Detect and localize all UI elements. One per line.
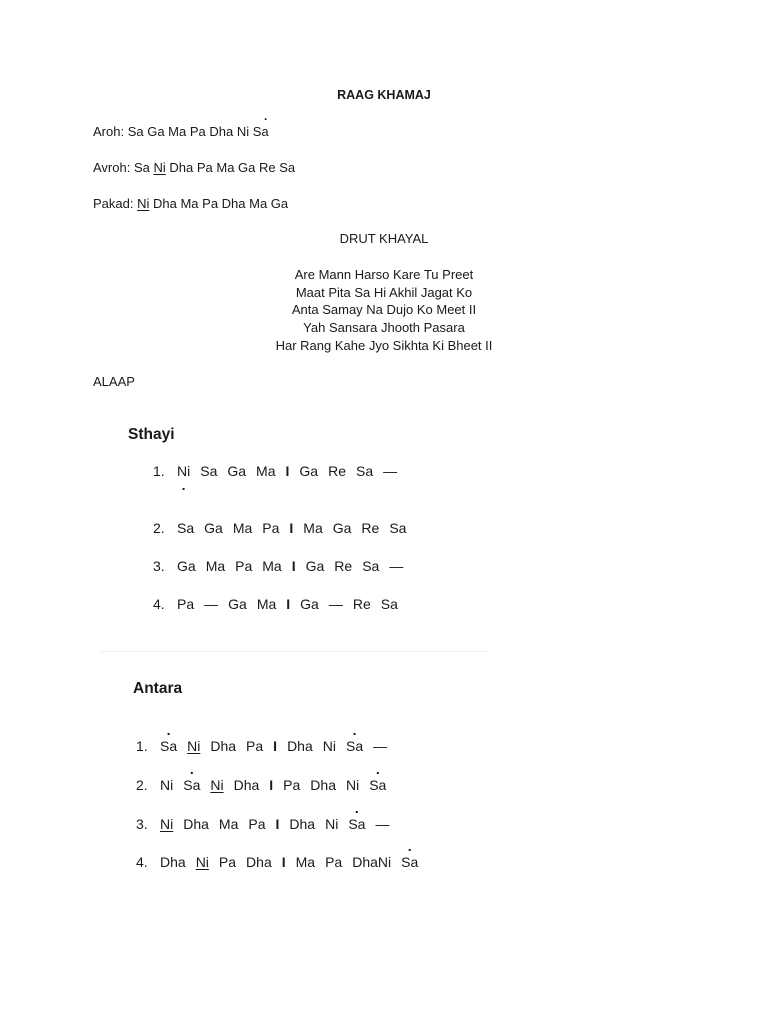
- row-number: 1.: [136, 738, 148, 754]
- swar-text: Ni: [322, 738, 336, 754]
- swar-note: [345, 722, 364, 754]
- swar-note: [306, 558, 325, 574]
- swar-text: Sa: [369, 777, 387, 793]
- avroh-notes: Dha Pa Ma Ga Re Sa: [169, 160, 296, 175]
- pakad-notes: Dha Ma Pa Dha Ma Ga: [153, 196, 289, 211]
- swar-text: Sa: [183, 777, 201, 793]
- swar-text: Ni: [325, 816, 339, 832]
- swar-text: Re: [352, 596, 371, 612]
- antara-heading: Antara: [133, 680, 183, 697]
- swar-note: [346, 777, 359, 793]
- drut-khayal-heading: DRUT KHAYAL: [339, 231, 429, 246]
- swar-note: [296, 854, 315, 870]
- swar-note: [334, 558, 352, 574]
- swar-text: Re: [334, 558, 353, 574]
- vibhag-separator: I: [273, 738, 278, 754]
- taar-saptak-dot: .: [189, 761, 194, 777]
- swar-text: Ni: [210, 777, 224, 793]
- swar-note: [177, 596, 194, 612]
- row-number: 4.: [136, 854, 148, 870]
- swar-note: [160, 722, 178, 754]
- row-number: 2.: [153, 520, 165, 536]
- swar-note: [352, 854, 391, 870]
- swar-note: [289, 816, 315, 832]
- swar-note: [361, 520, 379, 536]
- swar-text: Ma: [256, 596, 277, 612]
- swar-note: [246, 738, 263, 754]
- swar-note: [206, 558, 225, 574]
- swar-note: [177, 463, 191, 493]
- swar-text: Sa: [389, 520, 407, 536]
- swar-text: Sa: [348, 816, 366, 832]
- vibhag-separator: I: [289, 520, 294, 536]
- avroh-label: Avroh:: [93, 160, 131, 175]
- swar-text: Sa: [200, 463, 218, 479]
- swar-text: Pa: [218, 854, 237, 870]
- swar-note: [256, 463, 275, 479]
- taar-saptak-dot: .: [407, 838, 412, 854]
- swar-note: [262, 520, 279, 536]
- swar-text: Ni: [177, 463, 191, 479]
- swar-text: Ga: [177, 558, 196, 574]
- swar-text: Ma: [218, 816, 239, 832]
- taar-saptak-dot: .: [375, 761, 380, 777]
- swar-note: [389, 520, 406, 536]
- swar-note: [183, 816, 209, 832]
- notation-row: [136, 800, 399, 832]
- lyric-line: Har Rang Kahe Jyo Sikhta Ki Bheet II: [275, 338, 493, 353]
- swar-text: Ga: [228, 596, 247, 612]
- vibhag-separator: I: [291, 558, 296, 574]
- swar-text: Ni: [160, 816, 174, 832]
- swar-note: [362, 558, 379, 574]
- vibhag-separator: I: [269, 777, 274, 793]
- pakad-label: Pakad:: [93, 196, 134, 211]
- swar-note: [333, 520, 352, 536]
- lyric-line: Yah Sansara Jhooth Pasara: [303, 320, 465, 335]
- swar-note: [356, 463, 373, 479]
- swar-note: [389, 558, 403, 574]
- swar-text: Pa: [262, 520, 280, 536]
- avroh-line: [93, 160, 295, 175]
- swar-text: Pa: [235, 558, 253, 574]
- swar-note: [219, 854, 236, 870]
- swar-text: Ga: [204, 520, 223, 536]
- swar-note: [328, 463, 346, 479]
- notation-row: [153, 596, 408, 612]
- swar-text: Dha: [160, 854, 186, 870]
- swar-note: [160, 816, 173, 832]
- notation-row: [136, 722, 397, 754]
- swar-text: Pa: [283, 777, 301, 793]
- row-number: 3.: [153, 558, 165, 574]
- swar-note: [348, 800, 366, 832]
- swar-text: —: [204, 596, 219, 612]
- swar-text: Ma: [232, 520, 253, 536]
- swar-text: Dha: [310, 777, 336, 793]
- swar-text: Dha: [210, 738, 237, 754]
- swar-text: Dha: [233, 777, 260, 793]
- swar-note: [177, 520, 194, 536]
- aroh-label: Aroh:: [93, 124, 125, 139]
- swar-text: Sa: [362, 558, 380, 574]
- vibhag-separator: I: [281, 854, 286, 870]
- pakad-komal-ni: Ni: [137, 196, 150, 211]
- swar-note: [200, 463, 217, 479]
- swar-text: Dha: [183, 816, 209, 832]
- swar-text: Pa: [248, 816, 266, 832]
- swar-text: Ga: [300, 596, 319, 612]
- swar-text: Ga: [299, 463, 319, 479]
- swar-note: [234, 777, 260, 793]
- alaap-heading: ALAAP: [93, 374, 135, 389]
- swar-note: [325, 854, 342, 870]
- swar-text: —: [389, 558, 404, 574]
- swar-note: [310, 777, 336, 793]
- swar-note: [160, 777, 173, 793]
- swar-text: Ni: [187, 738, 201, 754]
- swar-note: [283, 777, 300, 793]
- notation-row: [153, 558, 413, 574]
- avroh-komal-ni: Ni: [153, 160, 166, 175]
- aroh-notes: Sa Ga Ma Pa Dha Ni Sa: [127, 124, 269, 139]
- swar-note: [204, 596, 218, 612]
- swar-note: [187, 738, 200, 754]
- swar-note: [287, 738, 313, 754]
- notation-row: [136, 838, 428, 870]
- swar-note: [160, 854, 186, 870]
- swar-note: [262, 558, 281, 574]
- swar-note: [257, 596, 276, 612]
- swar-note: [235, 558, 252, 574]
- row-number: 1.: [153, 463, 165, 479]
- swar-text: Ga: [332, 520, 352, 536]
- swar-note: [219, 816, 238, 832]
- mandra-saptak-dot: .: [181, 477, 186, 493]
- swar-text: Ma: [303, 520, 323, 536]
- lyric-line: Maat Pita Sa Hi Akhil Jagat Ko: [295, 285, 473, 300]
- swar-text: Pa: [325, 854, 343, 870]
- swar-text: Pa: [246, 738, 264, 754]
- avroh-sa: Sa: [133, 160, 150, 175]
- swar-text: Ni: [195, 854, 209, 870]
- notation-row: [153, 520, 416, 536]
- page-title: RAAG KHAMAJ: [337, 88, 431, 102]
- swar-note: [369, 761, 387, 793]
- swar-text: —: [328, 596, 343, 612]
- swar-note: [381, 596, 398, 612]
- swar-note: [246, 854, 272, 870]
- swar-text: Ma: [205, 558, 226, 574]
- swar-text: Ga: [227, 463, 247, 479]
- swar-text: Dha: [246, 854, 272, 870]
- taar-saptak-dot: .: [166, 722, 171, 738]
- swar-text: Ma: [295, 854, 316, 870]
- notation-row: [153, 463, 407, 493]
- swar-text: Re: [328, 463, 346, 479]
- swar-note: [210, 738, 236, 754]
- row-number: 4.: [153, 596, 165, 612]
- row-number: 2.: [136, 777, 148, 793]
- swar-note: [210, 777, 223, 793]
- section-divider: [100, 651, 490, 652]
- swar-note: [196, 854, 209, 870]
- swar-text: Pa: [177, 596, 195, 612]
- vibhag-separator: I: [285, 463, 290, 479]
- swar-text: —: [373, 738, 388, 754]
- row-number: 3.: [136, 816, 148, 832]
- aroh-line: [93, 124, 269, 139]
- swar-text: Dha: [287, 738, 313, 754]
- swar-note: [401, 838, 419, 870]
- pakad-line: [93, 196, 288, 211]
- swar-text: DhaNi: [352, 854, 392, 870]
- swar-text: Sa: [160, 738, 178, 754]
- swar-note: [375, 816, 389, 832]
- swar-text: Sa: [177, 520, 195, 536]
- taar-saptak-dot: .: [354, 800, 359, 816]
- swar-note: [353, 596, 371, 612]
- swar-text: Ma: [262, 558, 282, 574]
- swar-note: [228, 596, 247, 612]
- swar-note: [300, 596, 319, 612]
- swar-note: [233, 520, 252, 536]
- swar-text: Sa: [401, 854, 419, 870]
- swar-note: [299, 463, 318, 479]
- swar-text: —: [383, 463, 398, 479]
- swar-note: [329, 596, 343, 612]
- swar-text: Sa: [355, 463, 374, 479]
- sthayi-heading: Sthayi: [128, 426, 175, 443]
- swar-text: Ni: [160, 777, 174, 793]
- swar-text: Sa: [345, 738, 364, 754]
- swar-text: Ni: [345, 777, 360, 793]
- vibhag-separator: I: [275, 816, 280, 832]
- swar-text: Re: [361, 520, 380, 536]
- notation-row: [136, 761, 396, 793]
- swar-text: Ma: [256, 463, 276, 479]
- lyric-line: Are Mann Harso Kare Tu Preet: [294, 267, 474, 282]
- swar-text: —: [375, 816, 390, 832]
- aroh-taar-sa-dot: .: [264, 109, 268, 123]
- lyric-line: Anta Samay Na Dujo Ko Meet II: [291, 302, 477, 317]
- swar-text: Sa: [380, 596, 398, 612]
- swar-note: [177, 558, 196, 574]
- swar-note: [248, 816, 265, 832]
- swar-note: [227, 463, 246, 479]
- swar-text: Dha: [289, 816, 316, 832]
- swar-note: [373, 738, 387, 754]
- swar-note: [303, 520, 322, 536]
- swar-note: [383, 463, 397, 479]
- vibhag-separator: I: [286, 596, 291, 612]
- swar-text: Ga: [305, 558, 325, 574]
- swar-note: [183, 761, 201, 793]
- taar-saptak-dot: .: [352, 722, 357, 738]
- swar-note: [323, 738, 336, 754]
- swar-note: [204, 520, 223, 536]
- swar-note: [325, 816, 338, 832]
